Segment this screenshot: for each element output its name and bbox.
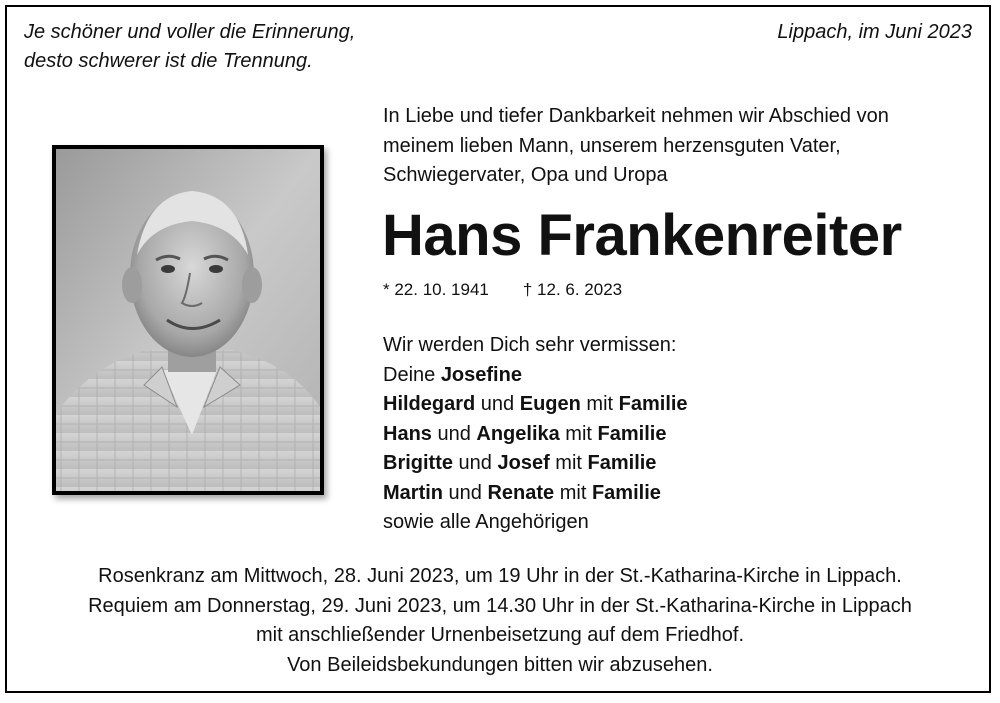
farewell-line: In Liebe und tiefer Dankbarkeit nehmen wir Abschied von — [383, 105, 889, 127]
service-line: Requiem am Donnerstag, 29. Juni 2023, um 14.30 Uhr in der St.-Katharina-Kirche in Lippach — [88, 594, 912, 617]
farewell-text — [383, 102, 983, 191]
mourner-name: Angelika — [476, 422, 560, 445]
service-line: mit anschließender Urnenbeisetzung auf dem Friedhof. — [255, 624, 745, 646]
mourner-text: und — [431, 422, 477, 445]
mourner-name: Hildegard — [383, 393, 476, 415]
mourner-text: mit — [554, 481, 592, 504]
mourner-name: Hans — [383, 422, 432, 445]
service-line: Rosenkranz am Mittwoch, 28. Juni 2023, um 19 Uhr in der St.-Katharina-Kirche in Lippach. — [98, 565, 902, 587]
mourner-line — [383, 420, 688, 450]
place-date: Lippach, im Juni 2023 — [777, 21, 972, 43]
mourner-text: mit — [580, 393, 619, 415]
service-details — [0, 562, 1000, 680]
mourner-text: und — [443, 481, 488, 504]
mourner-family: Familie — [597, 422, 667, 445]
portrait-photo — [52, 145, 324, 495]
mourner-text: und — [475, 393, 520, 415]
mourner-text: mit — [549, 452, 588, 474]
mourners-closing: sowie alle Angehörigen — [383, 511, 589, 533]
quote-line: desto schwerer ist die Trennung. — [24, 50, 313, 72]
portrait-image — [52, 145, 324, 495]
service-line: Von Beileidsbekundungen bitten wir abzusehen. — [287, 653, 713, 676]
mourner-name: Renate — [487, 481, 555, 504]
mourner-family: Familie — [587, 452, 657, 474]
birth-date: * 22. 10. 1941 — [383, 280, 489, 299]
life-dates — [383, 278, 622, 302]
mourner-name: Martin — [383, 481, 443, 504]
farewell-line: Schwiegervater, Opa und Uropa — [383, 164, 668, 186]
mourner-name: Josef — [497, 452, 550, 474]
mourner-text: mit — [559, 422, 598, 445]
mourner-name: Brigitte — [383, 452, 453, 474]
memorial-quote — [24, 18, 355, 76]
deceased-name: Hans Frankenreiter — [382, 203, 902, 268]
mourners-heading: Wir werden Dich sehr vermissen: — [383, 334, 677, 356]
mourner-family: Familie — [618, 393, 688, 415]
death-date: † 12. 6. 2023 — [522, 280, 623, 299]
mourner-line — [383, 390, 688, 420]
mourner-line — [383, 449, 688, 479]
mourners-list — [383, 331, 688, 538]
mourner-line — [383, 361, 688, 391]
mourner-name: Josefine — [440, 363, 522, 386]
mourner-name: Eugen — [519, 393, 581, 415]
mourner-family: Familie — [591, 481, 661, 504]
mourner-line — [383, 479, 688, 509]
farewell-line: meinem lieben Mann, unserem herzensguten Vater, — [383, 134, 841, 157]
quote-line: Je schöner und voller die Erinnerung, — [24, 21, 356, 43]
mourner-text: und — [453, 452, 498, 474]
mourner-text: Deine — [383, 363, 441, 386]
